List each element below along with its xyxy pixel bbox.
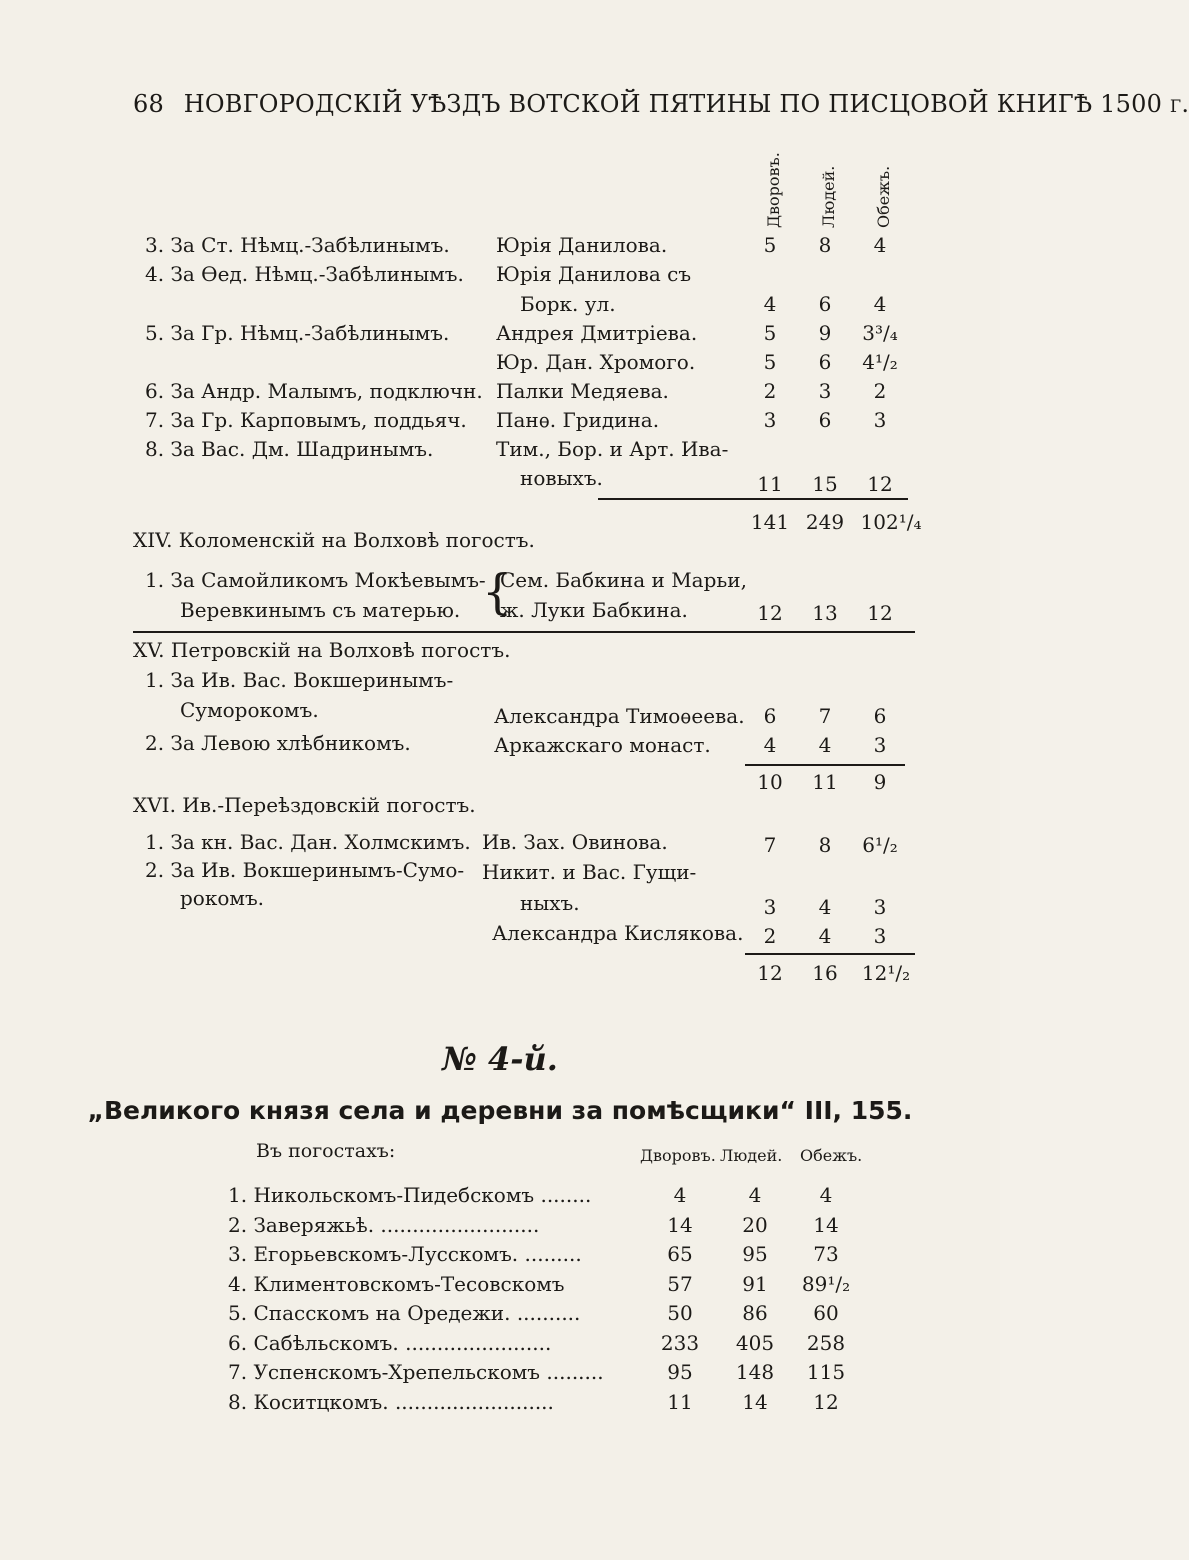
cell-dvorov: 65 <box>667 1242 693 1266</box>
cell-lyudey: 6 <box>818 408 832 432</box>
cell-obezh: 3³/₄ <box>862 321 898 345</box>
list-item-label: 6. Сабѣльскомъ. ....................... <box>228 1330 552 1355</box>
row-mid: Панѳ. Гридина. <box>496 408 660 432</box>
row-mid: Александра Кислякова. <box>492 921 744 945</box>
total-rule <box>745 953 915 955</box>
section-title: XV. Петровскій на Волховѣ погостъ. <box>133 638 511 662</box>
section-title: XIV. Коломенскій на Волховѣ погостъ. <box>133 528 535 552</box>
cell-lyudey: 7 <box>818 704 832 728</box>
cell-obezh: 3 <box>873 733 887 757</box>
cell-obezh: 73 <box>813 1242 839 1266</box>
list-item-label: 5. Спасскомъ на Оредежи. .......... <box>228 1301 581 1325</box>
cell-lyudey: 6 <box>818 292 832 316</box>
cell-obezh: 89¹/₂ <box>801 1271 851 1296</box>
cell-obezh: 6¹/₂ <box>862 833 898 857</box>
running-title: НОВГОРОДСКІЙ УѢЗДЪ ВОТСКОЙ ПЯТИНЫ ПО ПИСЦОВОЙ КНИГѢ 1500 г. <box>183 90 1189 118</box>
row-left: 7. За Гр. Карповымъ, поддьяч. <box>145 408 467 432</box>
cell-obezh: 4¹/₂ <box>862 350 898 374</box>
cell-lyudey: 148 <box>735 1360 775 1384</box>
row-mid: Аркажскаго монаст. <box>494 733 711 757</box>
row-left: 3. За Ст. Нѣмц.-Забѣлинымъ. <box>145 233 450 257</box>
cell-dvorov: 3 <box>763 895 777 919</box>
list-item-label: 2. Заверяжьѣ. ......................... <box>228 1212 540 1237</box>
cell-lyudey: 9 <box>818 321 832 345</box>
cell-dvorov: 95 <box>667 1360 693 1384</box>
row-left: рокомъ. <box>180 886 265 910</box>
row-mid: Никит. и Вас. Гущи- <box>482 860 697 884</box>
row-mid: ж. Луки Бабкина. <box>500 598 688 622</box>
total-dvorov: 12 <box>757 961 783 985</box>
section-title: XVI. Ив.-Переѣздовскій погостъ. <box>133 793 476 817</box>
cell-obezh: 258 <box>806 1330 846 1355</box>
subheading: Въ погостахъ: <box>256 1140 396 1162</box>
total-rule <box>745 764 905 766</box>
cell-lyudey: 8 <box>818 833 832 857</box>
total-dvorov: 141 <box>750 510 790 534</box>
cell-dvorov: 2 <box>763 379 777 403</box>
row-mid: Александра Тимоѳеева. <box>494 704 745 728</box>
row-mid: Ив. Зах. Овинова. <box>482 830 668 854</box>
column-header-dvorov: Дворовъ. <box>640 1146 716 1165</box>
cell-dvorov: 6 <box>763 704 777 728</box>
row-mid: Юр. Дан. Хромого. <box>496 350 696 374</box>
brace-mark: { <box>482 564 513 620</box>
cell-lyudey: 13 <box>812 601 838 625</box>
total-lyudey: 11 <box>812 770 838 794</box>
row-mid: ныхъ. <box>520 891 580 915</box>
list-item-label: 8. Коситцкомъ. ......................... <box>228 1389 554 1414</box>
cell-dvorov: 14 <box>667 1212 693 1237</box>
cell-lyudey: 6 <box>818 350 832 374</box>
row-mid: Сем. Бабкина и Марьи, <box>500 568 747 592</box>
row-left: 1. За кн. Вас. Дан. Холмскимъ. <box>145 830 471 854</box>
section-rule <box>133 631 915 633</box>
total-rule <box>598 498 908 500</box>
row-left: 1. За Самойликомъ Мокѣевымъ- <box>145 568 486 592</box>
page-header <box>133 90 1189 118</box>
document-number: № 4-й. <box>442 1040 558 1078</box>
cell-obezh: 2 <box>873 379 887 403</box>
column-header-obezh: Обежъ. <box>800 1146 863 1165</box>
row-left: 5. За Гр. Нѣмц.-Забѣлинымъ. <box>145 321 450 345</box>
cell-lyudey: 14 <box>742 1389 768 1414</box>
total-lyudey: 16 <box>812 961 838 985</box>
cell-dvorov: 11 <box>757 472 783 496</box>
cell-obezh: 4 <box>873 233 887 257</box>
row-left: 2. За Ив. Вокшеринымъ-Сумо- <box>145 858 465 882</box>
cell-lyudey: 4 <box>818 924 832 948</box>
document-title: „Великого князя села и деревни за помѣсщики“ III, 155. <box>87 1096 913 1125</box>
row-left: 8. За Вас. Дм. Шадринымъ. <box>145 437 434 461</box>
cell-dvorov: 233 <box>660 1330 700 1355</box>
cell-obezh: 60 <box>813 1301 839 1325</box>
row-mid: Тим., Бор. и Арт. Ива- <box>496 437 729 461</box>
cell-dvorov: 2 <box>763 924 777 948</box>
list-item-label: 1. Никольскомъ-Пидебскомъ ........ <box>228 1183 592 1207</box>
cell-lyudey: 4 <box>748 1183 762 1207</box>
cell-dvorov: 5 <box>763 233 777 257</box>
cell-dvorov: 4 <box>763 733 777 757</box>
row-left: Веревкинымъ съ матерью. <box>180 598 461 622</box>
cell-lyudey: 405 <box>735 1330 775 1355</box>
cell-dvorov: 5 <box>763 350 777 374</box>
cell-obezh: 115 <box>806 1360 846 1384</box>
row-left: 6. За Андр. Малымъ, подключн. <box>145 379 483 403</box>
cell-dvorov: 57 <box>667 1271 693 1296</box>
column-header-dvorov: Дворовъ. <box>764 152 783 228</box>
cell-dvorov: 7 <box>763 833 777 857</box>
row-mid: Палки Медяева. <box>496 379 669 403</box>
row-mid: Андрея Дмитріева. <box>496 321 698 345</box>
list-item-label: 7. Успенскомъ-Хрепельскомъ ......... <box>228 1360 604 1384</box>
cell-obezh: 12 <box>867 601 893 625</box>
row-left: 4. За Ѳед. Нѣмц.-Забѣлинымъ. <box>145 262 464 286</box>
cell-dvorov: 4 <box>763 292 777 316</box>
row-mid: Юрія Данилова съ <box>496 262 692 286</box>
total-obezh: 12¹/₂ <box>861 961 911 985</box>
cell-lyudey: 91 <box>742 1271 768 1296</box>
cell-obezh: 4 <box>819 1183 833 1207</box>
cell-obezh: 14 <box>813 1212 839 1237</box>
cell-obezh: 3 <box>873 895 887 919</box>
row-left: 2. За Левою хлѣбникомъ. <box>145 731 411 755</box>
cell-lyudey: 3 <box>818 379 832 403</box>
cell-obezh: 3 <box>873 408 887 432</box>
cell-dvorov: 4 <box>673 1183 687 1207</box>
column-header-obezh: Обежъ. <box>874 165 893 228</box>
cell-dvorov: 50 <box>667 1301 693 1325</box>
list-item-label: 3. Егорьевскомъ-Лусскомъ. ......... <box>228 1242 582 1266</box>
cell-lyudey: 20 <box>742 1212 768 1237</box>
cell-dvorov: 11 <box>667 1389 693 1414</box>
column-header-lyudey: Людей. <box>720 1146 783 1165</box>
cell-dvorov: 5 <box>763 321 777 345</box>
cell-obezh: 6 <box>873 704 887 728</box>
cell-lyudey: 15 <box>812 472 838 496</box>
cell-obezh: 12 <box>867 472 893 496</box>
row-mid: Юрія Данилова. <box>496 233 668 257</box>
cell-lyudey: 95 <box>742 1242 768 1266</box>
cell-dvorov: 3 <box>763 408 777 432</box>
cell-dvorov: 12 <box>757 601 783 625</box>
total-obezh: 102¹/₄ <box>860 510 922 534</box>
row-left: Суморокомъ. <box>180 698 319 722</box>
list-item-label: 4. Климентовскомъ-Тесовскомъ <box>228 1271 565 1296</box>
row-left: 1. За Ив. Вас. Вокшеринымъ- <box>145 668 454 692</box>
cell-obezh: 3 <box>873 924 887 948</box>
total-dvorov: 10 <box>757 770 783 794</box>
total-lyudey: 249 <box>805 510 845 534</box>
row-mid: Борк. ул. <box>520 292 616 316</box>
cell-lyudey: 4 <box>818 733 832 757</box>
column-header-lyudey: Людей. <box>819 165 838 228</box>
cell-lyudey: 4 <box>818 895 832 919</box>
page-number: 68 <box>133 90 164 118</box>
total-obezh: 9 <box>873 770 887 794</box>
cell-lyudey: 86 <box>742 1301 768 1325</box>
cell-obezh: 12 <box>813 1389 839 1414</box>
row-mid: новыхъ. <box>520 466 603 490</box>
cell-obezh: 4 <box>873 292 887 316</box>
cell-lyudey: 8 <box>818 233 832 257</box>
